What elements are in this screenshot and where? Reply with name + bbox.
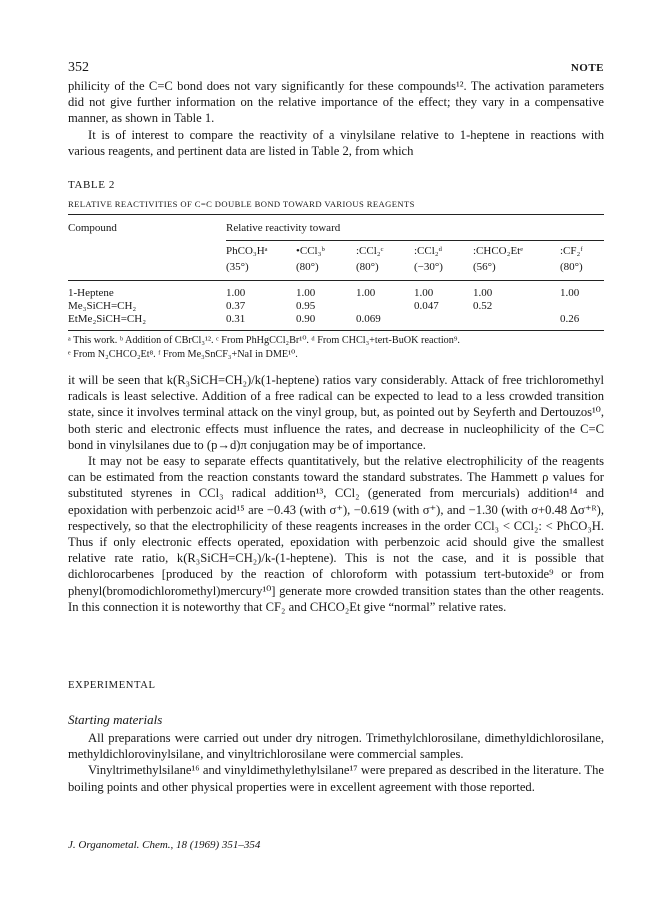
reagent-temp-2: (80°): [296, 261, 319, 273]
reagent-temp-4: (−30°): [414, 261, 443, 273]
paragraph-continued: philicity of the C=C bond does not vary significantly for these compounds¹². The activation parameters did not give further information on the relative importance of the effect; they vary in a compensative manner, as shown in Table 1.: [68, 79, 604, 126]
reagent-header-1: PhCO₃Hᵃ: [226, 245, 268, 257]
table-caption: RELATIVE REACTIVITIES OF C=C DOUBLE BOND TOWARD VARIOUS REAGENTS: [68, 199, 415, 209]
paragraph-electrophilicity: It may not be easy to separate effects quantitatively, but the relative electrophilicity of the reagents can be estimated from the reaction constants toward the standard substrates. The Hammett ρ values for substituted styrenes in CCl₃ radical addition¹³, CCl₂ (generated from mercurials) addition¹⁴ and epoxidation with perbenzoic acid¹⁵ are −0.43 (with σ⁺), −0.619 (with σ⁺), and −1.30 (with σ+0.48 Δσ⁺ᴿ), respectively, so that the electrophilicity of these reagents increases in the order CCl₃ < CCl₂: < PhCO₃H. Thus if only electronic effects operated, epoxidation with perbenzoic acid should give the smallest relative rate ratio, k(R₃SiCH=CH₂)/k-(1-heptene). This is not the case, and it is possible that dichlorocarbenes [produced by the reaction of chloroform with potassium tert-butoxide⁹ or from phenyl(bromodichloromethyl)mercury¹⁰] generate more crowded transition states than the other reagents. In this connection it is noteworthy that CF₂ and CHCO₂Et give “normal” relative rates.: [68, 454, 604, 614]
table-cell: 0.069: [356, 313, 381, 325]
section-label: NOTE: [570, 62, 604, 74]
table-row-compound: Me₃SiCH=CH₂: [68, 300, 137, 312]
table-row-compound: 1-Heptene: [68, 287, 114, 299]
table-cell: 1.00: [414, 287, 434, 299]
table-cell: 0.37: [226, 300, 246, 312]
reagent-header-3: :CCl₂ᶜ: [356, 245, 384, 257]
paragraph-compare: It is of interest to compare the reactivity of a vinylsilane relative to 1-heptene in reactions with various reagents, and pertinent data are listed in Table 2, from which: [68, 127, 604, 158]
paragraph-preparations: All preparations were carried out under dry nitrogen. Trimethylchlorosilane, dimethyldichlorosilane, methyldichlorovinylsilane, and vinyltrichlorosilane were commercial samples.: [68, 731, 604, 762]
table-header-rule: [68, 280, 604, 281]
table-cell: 0.95: [296, 300, 316, 312]
table-row-compound: EtMe₂SiCH=CH₂: [68, 313, 147, 325]
reagent-header-2: •CCl₃ᵇ: [296, 245, 325, 257]
table-cell: 0.26: [560, 313, 580, 325]
table-group-rule: [226, 240, 604, 241]
table-top-rule: [68, 214, 604, 215]
reagent-header-6: :CF₂ᶠ: [560, 245, 583, 257]
table-cell: 0.047: [414, 300, 439, 312]
body-text-top: [68, 78, 604, 159]
body-text-experimental: [68, 730, 604, 795]
table-cell: 0.90: [296, 313, 316, 325]
subsection-heading: Starting materials: [68, 712, 163, 727]
page-number: 352: [68, 60, 89, 75]
reagent-temp-6: (80°): [560, 261, 583, 273]
table-cell: 1.00: [356, 287, 376, 299]
table-cell: 0.31: [226, 313, 246, 325]
table-bottom-rule: [68, 330, 604, 331]
body-text-bottom: [68, 372, 604, 615]
table-header-group: Relative reactivity toward: [226, 222, 341, 234]
table-cell: 1.00: [296, 287, 316, 299]
reagent-temp-1: (35°): [226, 261, 249, 273]
reagent-header-4: :CCl₂ᵈ: [414, 245, 443, 257]
table-cell: 0.52: [473, 300, 493, 312]
table-cell: 1.00: [226, 287, 246, 299]
table-header-compound: Compound: [68, 222, 117, 234]
reagent-temp-5: (56°): [473, 261, 496, 273]
paragraph-vinylsilanes: Vinyltrimethylsilane¹⁶ and vinyldimethylethylsilane¹⁷ were prepared as described in the literature. The boiling points and other physical properties were in excellent agreement with those reported.: [68, 763, 604, 794]
paragraph-ratios: it will be seen that k(R₃SiCH=CH₂)/k(1-heptene) ratios vary considerably. Attack of free trichloromethyl radicals is least selective. Addition of a free radical can be expected to lead to a less crowded transition state, since it involves terminal attack on the vinyl group, but, as pointed out by Seyferth and Dertouzos¹⁰, both steric and electronic effects must influence the rates, and decrease in nucleophilicity of the C=C bond in vinylsilanes due to (p→d)π conjugation may be of importance.: [68, 373, 604, 452]
table-cell: 1.00: [473, 287, 493, 299]
table-label: TABLE 2: [68, 179, 116, 191]
section-heading: EXPERIMENTAL: [68, 680, 156, 691]
reagent-temp-3: (80°): [356, 261, 379, 273]
table-footnote: ᵃ This work. ᵇ Addition of CBrCl₃¹². ᶜ From PhHgCCl₂Br¹⁰. ᵈ From CHCl₃+tert-BuOK reaction⁹.: [68, 335, 460, 346]
table-footnote: ᵉ From N₂CHCO₂Et⁸. ᶠ From Me₃SnCF₃+NaI in DME¹⁰.: [68, 349, 298, 360]
reagent-header-5: :CHCO₂Etᵉ: [473, 245, 524, 257]
journal-citation: J. Organometal. Chem., 18 (1969) 351–354: [68, 839, 261, 851]
table-cell: 1.00: [560, 287, 580, 299]
